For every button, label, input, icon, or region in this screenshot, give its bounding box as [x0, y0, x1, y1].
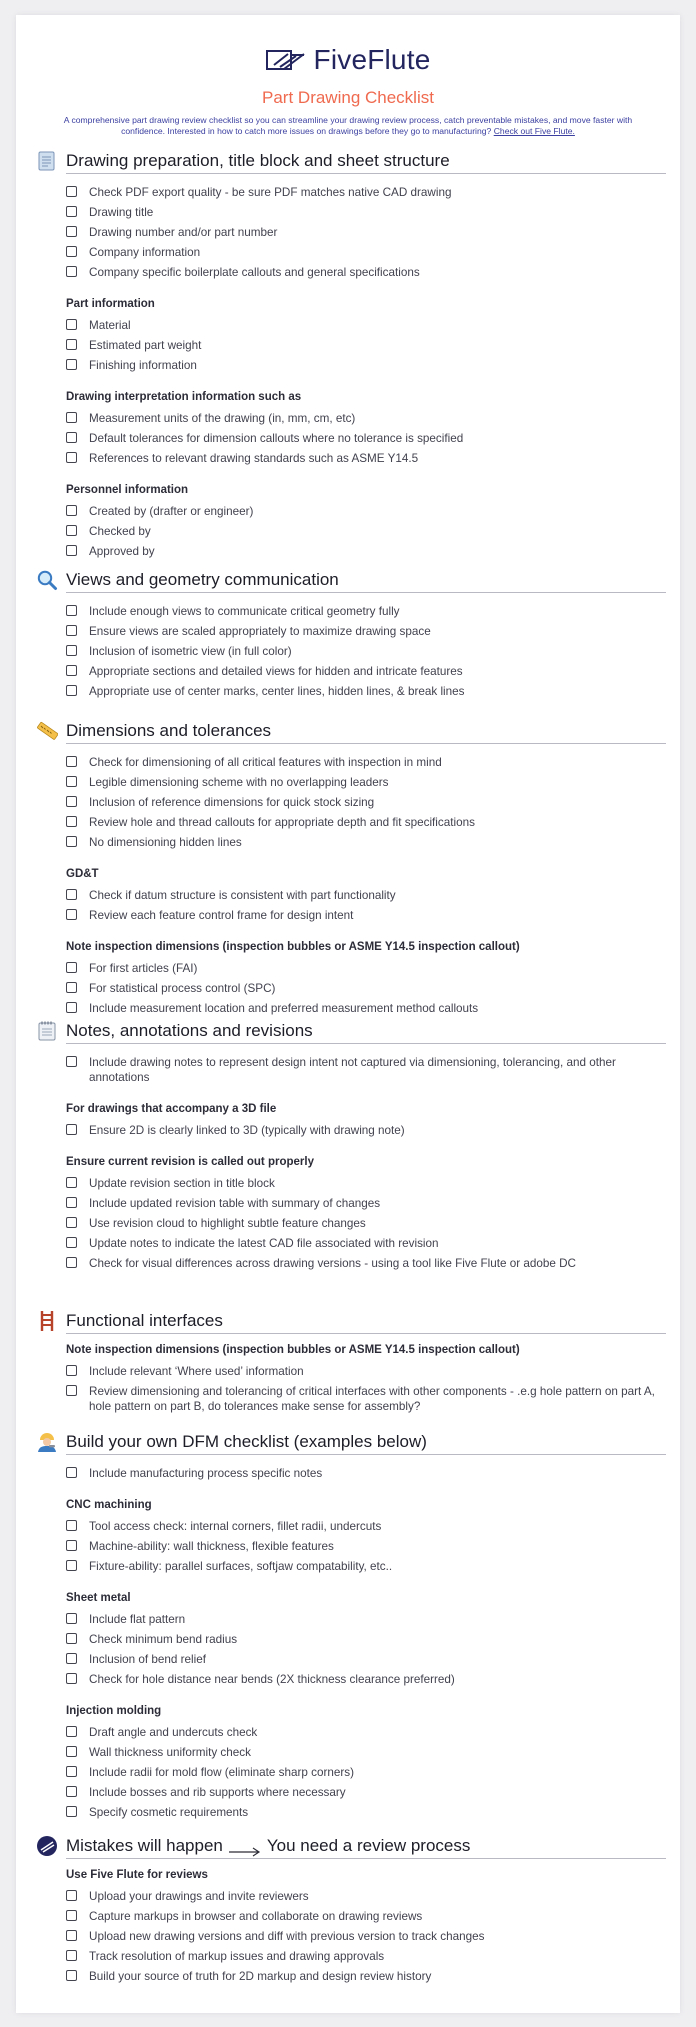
checkbox[interactable]	[66, 1540, 77, 1551]
checkbox[interactable]	[66, 909, 77, 920]
checkbox[interactable]	[66, 889, 77, 900]
engineer-icon	[36, 1431, 58, 1453]
checklist-item-label: Capture markups in browser and collaborate on drawing reviews	[89, 1910, 423, 1923]
checklist-item[interactable]	[66, 225, 666, 240]
section-header-mistakes-will-happen	[16, 1833, 680, 1861]
checklist-item[interactable]	[66, 1256, 666, 1271]
section-title	[66, 1021, 313, 1041]
checkbox[interactable]	[66, 1467, 77, 1478]
checklist-item-label: Include radii for mold flow (eliminate sharp corners)	[89, 1766, 355, 1779]
checkbox[interactable]	[66, 1177, 77, 1188]
checklist-item-label: Upload your drawings and invite reviewers	[89, 1890, 309, 1903]
section-header-notes-annotations-and-revisions	[16, 1018, 680, 1046]
subsection-title: CNC machining	[66, 1499, 152, 1511]
checkbox[interactable]	[66, 226, 77, 237]
checklist-item[interactable]	[66, 431, 666, 446]
checklist-item[interactable]	[66, 1176, 666, 1191]
checkbox[interactable]	[66, 246, 77, 257]
checklist-item[interactable]	[66, 1216, 666, 1231]
checklist-item[interactable]	[66, 684, 666, 699]
checklist-item[interactable]	[66, 1123, 666, 1138]
checklist-item[interactable]	[66, 1519, 666, 1534]
checkbox[interactable]	[66, 1633, 77, 1644]
section-divider	[66, 1043, 666, 1044]
checkbox[interactable]	[66, 1653, 77, 1664]
checklist-item-label: Appropriate use of center marks, center lines, hidden lines, & break lines	[89, 685, 465, 698]
checklist-item-label: Inclusion of bend relief	[89, 1653, 206, 1666]
checklist-item[interactable]	[66, 411, 666, 426]
subsection-title: Ensure current revision is called out properly	[66, 1156, 314, 1168]
subsection-title: Sheet metal	[66, 1592, 131, 1604]
checklist-item-label: Estimated part weight	[89, 339, 202, 352]
checkbox[interactable]	[66, 186, 77, 197]
checkbox[interactable]	[66, 665, 77, 676]
checkbox[interactable]	[66, 776, 77, 787]
checklist-item[interactable]	[66, 1539, 666, 1554]
checklist-item-label: Drawing title	[89, 206, 154, 219]
checklist-item[interactable]	[66, 644, 666, 659]
magnifier-icon	[36, 569, 58, 591]
checklist-item-label: Approved by	[89, 545, 155, 558]
checklist-item-label: Use revision cloud to highlight subtle feature changes	[89, 1217, 366, 1230]
checkbox[interactable]	[66, 605, 77, 616]
checklist-item-label: Appropriate sections and detailed views for hidden and intricate features	[89, 665, 463, 678]
checklist-item-label: Tool access check: internal corners, fillet radii, undercuts	[89, 1520, 382, 1533]
checklist-item-label: Check for hole distance near bends (2X thickness clearance preferred)	[89, 1673, 455, 1686]
checkbox[interactable]	[66, 962, 77, 973]
subsection-title: Note inspection dimensions (inspection bubbles or ASME Y14.5 inspection callout)	[66, 941, 520, 953]
checkbox[interactable]	[66, 756, 77, 767]
checklist-item-label: Specify cosmetic requirements	[89, 1806, 249, 1819]
checkbox[interactable]	[66, 432, 77, 443]
section-divider	[66, 592, 666, 593]
section-divider	[66, 173, 666, 174]
checklist-item-label: Include bosses and rib supports where necessary	[89, 1786, 346, 1799]
checkbox[interactable]	[66, 1560, 77, 1571]
checklist-item[interactable]	[66, 775, 666, 790]
checkbox[interactable]	[66, 412, 77, 423]
checklist-item-label: Update revision section in title block	[89, 1177, 275, 1190]
checklist-item[interactable]	[66, 1909, 666, 1924]
subsection-title: Injection molding	[66, 1705, 162, 1717]
checkbox[interactable]	[66, 1056, 77, 1067]
checklist-item[interactable]	[66, 755, 666, 770]
checkbox[interactable]	[66, 339, 77, 350]
checklist-item[interactable]	[66, 1745, 666, 1760]
ladder-icon	[36, 1310, 58, 1332]
checkbox[interactable]	[66, 1890, 77, 1901]
ruler-icon	[36, 720, 58, 742]
checkbox[interactable]	[66, 1726, 77, 1737]
checkbox[interactable]	[66, 1217, 77, 1228]
page-title: Part Drawing Checklist	[262, 88, 434, 107]
checkbox[interactable]	[66, 836, 77, 847]
checklist-item-label: Ensure 2D is clearly linked to 3D (typically with drawing note)	[89, 1124, 405, 1137]
checklist-item-label: Include enough views to communicate critical geometry fully	[89, 605, 400, 618]
checkbox[interactable]	[66, 319, 77, 330]
checkbox[interactable]	[66, 1002, 77, 1013]
checklist-item[interactable]	[66, 1949, 666, 1964]
intro-body: A comprehensive part drawing review checklist so you can streamline your drawing review process, catch preventable mistakes, and move faster with confidence. Interested in how to catch more issues on drawings before they go to manufacturing?	[63, 115, 633, 136]
checklist-item-label: Default tolerances for dimension callouts where no tolerance is specified	[89, 432, 464, 445]
checklist-item[interactable]	[66, 888, 666, 903]
section-title	[66, 721, 271, 741]
checklist-item-label: Review each feature control frame for design intent	[89, 909, 354, 922]
checkbox[interactable]	[66, 1766, 77, 1777]
checklist-item[interactable]	[66, 1384, 666, 1414]
checkbox[interactable]	[66, 982, 77, 993]
section-title-right: You need a review process	[266, 1836, 471, 1855]
fiveflute-logo	[16, 45, 680, 75]
checklist-item[interactable]	[66, 1001, 666, 1016]
subsection-title: Use Five Flute for reviews	[66, 1869, 208, 1881]
section-divider	[66, 1333, 666, 1334]
checklist-item[interactable]	[66, 1612, 666, 1627]
checklist-item[interactable]	[66, 504, 666, 519]
checklist-item[interactable]	[66, 1364, 666, 1379]
checklist-item-label: Check if datum structure is consistent with part functionality	[89, 889, 396, 902]
checklist-item-label: References to relevant drawing standards such as ASME Y14.5	[89, 452, 419, 465]
checkbox[interactable]	[66, 645, 77, 656]
checklist-item-label: Machine-ability: wall thickness, flexible features	[89, 1540, 334, 1553]
checklist-item-label: Update notes to indicate the latest CAD file associated with revision	[89, 1237, 439, 1250]
checkbox[interactable]	[66, 625, 77, 636]
checklist-item[interactable]	[66, 544, 666, 559]
intro-text	[44, 115, 652, 137]
checklist-item[interactable]	[66, 1929, 666, 1944]
section-title-text: Build your own DFM checklist (examples below)	[66, 1432, 427, 1451]
checklist-item-label: Review hole and thread callouts for appropriate depth and fit specifications	[89, 816, 475, 829]
checklist-item-label: Material	[89, 319, 131, 332]
checklist-item-label: Check minimum bend radius	[89, 1633, 238, 1646]
checklist-item-label: Check for visual differences across drawing versions - using a tool like Five Flute or adobe DC	[89, 1257, 576, 1270]
checklist-item[interactable]	[66, 815, 666, 830]
checklist-item-label: Build your source of truth for 2D markup and design review history	[89, 1970, 432, 1983]
checklist-item[interactable]	[66, 1889, 666, 1904]
checklist-item[interactable]	[66, 1236, 666, 1251]
checklist-item-label: Review dimensioning and tolerancing of critical interfaces with other components - .e.g hole pattern on part A, hole pattern on part B, do tolerances make sense for assembly?	[89, 1385, 655, 1413]
section-title	[66, 1836, 470, 1856]
subsection-title: For drawings that accompany a 3D file	[66, 1103, 277, 1115]
section-divider	[66, 1454, 666, 1455]
checklist-item-label: For first articles (FAI)	[89, 962, 198, 975]
checkbox[interactable]	[66, 525, 77, 536]
checkbox[interactable]	[66, 206, 77, 217]
checklist-page	[16, 15, 680, 2013]
section-divider	[66, 1858, 666, 1859]
checkbox[interactable]	[66, 1806, 77, 1817]
checklist-item[interactable]	[66, 245, 666, 260]
checkbox[interactable]	[66, 1520, 77, 1531]
checklist-item-label: Company information	[89, 246, 201, 259]
checkbox[interactable]	[66, 1673, 77, 1684]
section-title	[66, 1432, 427, 1452]
checkbox[interactable]	[66, 545, 77, 556]
checklist-item[interactable]	[66, 1632, 666, 1647]
checklist-item[interactable]	[66, 1785, 666, 1800]
section-title	[66, 1311, 223, 1331]
section-title-text: Functional interfaces	[66, 1311, 223, 1330]
checklist-item-label: Track resolution of markup issues and drawing approvals	[89, 1950, 385, 1963]
checklist-item-label: Check for dimensioning of all critical features with inspection in mind	[89, 756, 442, 769]
checklist-item-label: Checked by	[89, 525, 151, 538]
checklist-item[interactable]	[66, 338, 666, 353]
section-header-functional-interfaces	[16, 1308, 680, 1336]
section-title-text: Mistakes will happen	[66, 1836, 223, 1855]
checklist-item[interactable]	[66, 908, 666, 923]
checkbox[interactable]	[66, 1257, 77, 1268]
checklist-item[interactable]	[66, 1765, 666, 1780]
checklist-item[interactable]	[66, 265, 666, 280]
checklist-item-label: Fixture-ability: parallel surfaces, softjaw compatability, etc..	[89, 1560, 393, 1573]
checklist-item[interactable]	[66, 624, 666, 639]
section-title-text: Notes, annotations and revisions	[66, 1021, 313, 1040]
checklist-item[interactable]	[66, 205, 666, 220]
checklist-item[interactable]	[66, 524, 666, 539]
checklist-item[interactable]	[66, 795, 666, 810]
checkbox[interactable]	[66, 816, 77, 827]
checklist-item[interactable]	[66, 1466, 666, 1481]
document-icon	[36, 150, 58, 172]
checklist-item-label: Inclusion of reference dimensions for quick stock sizing	[89, 796, 375, 809]
subsection-title: Note inspection dimensions (inspection bubbles or ASME Y14.5 inspection callout)	[66, 1344, 520, 1356]
checklist-item-label: Include relevant ‘Where used’ information	[89, 1365, 304, 1378]
checklist-item-label: Include updated revision table with summary of changes	[89, 1197, 381, 1210]
checklist-item[interactable]	[66, 451, 666, 466]
checkbox[interactable]	[66, 452, 77, 463]
checklist-item[interactable]	[66, 1652, 666, 1667]
checklist-item-label: Created by (drafter or engineer)	[89, 505, 254, 518]
checklist-item[interactable]	[66, 1725, 666, 1740]
checklist-item-label: Include flat pattern	[89, 1613, 186, 1626]
checkbox[interactable]	[66, 1385, 77, 1396]
checklist-item-label: Finishing information	[89, 359, 197, 372]
checklist-item-label: Include manufacturing process specific notes	[89, 1467, 323, 1480]
checkbox[interactable]	[66, 1237, 77, 1248]
subsection-title: GD&T	[66, 868, 99, 880]
checklist-item-label: Include measurement location and preferred measurement method callouts	[89, 1002, 479, 1015]
checklist-item-label: Inclusion of isometric view (in full color)	[89, 645, 292, 658]
section-title-text: Dimensions and tolerances	[66, 721, 272, 740]
checkbox[interactable]	[66, 685, 77, 696]
checklist-item-label: Include drawing notes to represent design intent not captured via dimensioning, tolerancing, and other annotations	[89, 1056, 616, 1084]
checklist-item[interactable]	[66, 1559, 666, 1574]
checklist-item[interactable]	[66, 318, 666, 333]
checklist-item-label: Legible dimensioning scheme with no overlapping leaders	[89, 776, 389, 789]
checkbox[interactable]	[66, 1365, 77, 1376]
checkbox[interactable]	[66, 796, 77, 807]
checklist-item-label: Upload new drawing versions and diff with previous version to track changes	[89, 1930, 485, 1943]
checklist-item-label: No dimensioning hidden lines	[89, 836, 242, 849]
checkbox[interactable]	[66, 1910, 77, 1921]
checklist-item-label: Measurement units of the drawing (in, mm, cm, etc)	[89, 412, 356, 425]
brand-name: FiveFlute	[313, 44, 431, 75]
checklist-item-label: Ensure views are scaled appropriately to maximize drawing space	[89, 625, 431, 638]
checklist-item[interactable]	[66, 185, 666, 200]
checkbox[interactable]	[66, 359, 77, 370]
checklist-item[interactable]	[66, 1969, 666, 1984]
section-title	[66, 570, 339, 590]
checkbox[interactable]	[66, 1970, 77, 1981]
fiveflute-icon	[36, 1835, 58, 1857]
checklist-item-label: Draft angle and undercuts check	[89, 1726, 258, 1739]
section-header-dimensions-and-tolerances	[16, 718, 680, 746]
section-title	[66, 151, 450, 171]
section-title-text: Views and geometry communication	[66, 570, 339, 589]
checklist-item[interactable]	[66, 1672, 666, 1687]
checkbox[interactable]	[66, 1613, 77, 1624]
checklist-item[interactable]	[66, 981, 666, 996]
checklist-item[interactable]	[66, 358, 666, 373]
subsection-title: Drawing interpretation information such as	[66, 391, 302, 403]
notepad-icon	[36, 1020, 58, 1042]
checklist-item-label: Check PDF export quality - be sure PDF matches native CAD drawing	[89, 186, 452, 199]
checkbox[interactable]	[66, 1746, 77, 1757]
checklist-item[interactable]	[66, 1196, 666, 1211]
checkbox[interactable]	[66, 1197, 77, 1208]
checklist-item[interactable]	[66, 664, 666, 679]
checkbox[interactable]	[66, 266, 77, 277]
arrow-right-icon	[229, 1842, 261, 1852]
checklist-item-label: Drawing number and/or part number	[89, 226, 278, 239]
check-out-fiveflute-link[interactable]: Check out Five Flute.	[493, 126, 575, 136]
checklist-item-label: Company specific boilerplate callouts and general specifications	[89, 266, 420, 279]
section-divider	[66, 743, 666, 744]
subsection-title: Part information	[66, 298, 155, 310]
checklist-item[interactable]	[66, 835, 666, 850]
subsection-title: Personnel information	[66, 484, 189, 496]
checklist-item[interactable]	[66, 604, 666, 619]
section-header-views-and-geometry-communication	[16, 567, 680, 595]
checkbox[interactable]	[66, 505, 77, 516]
fiveflute-logo-icon	[266, 48, 306, 72]
checkbox[interactable]	[66, 1124, 77, 1135]
checklist-item[interactable]	[66, 1055, 666, 1085]
checklist-item-label: For statistical process control (SPC)	[89, 982, 276, 995]
checkbox[interactable]	[66, 1950, 77, 1961]
checklist-item-label: Wall thickness uniformity check	[89, 1746, 251, 1759]
section-title-text: Drawing preparation, title block and sheet structure	[66, 151, 450, 170]
checkbox[interactable]	[66, 1930, 77, 1941]
checklist-item[interactable]	[66, 1805, 666, 1820]
checkbox[interactable]	[66, 1786, 77, 1797]
section-header-build-your-own-dfm-checklist-examples-be	[16, 1429, 680, 1457]
checklist-item[interactable]	[66, 961, 666, 976]
section-header-drawing-preparation-title-block-and-shee	[16, 148, 680, 176]
